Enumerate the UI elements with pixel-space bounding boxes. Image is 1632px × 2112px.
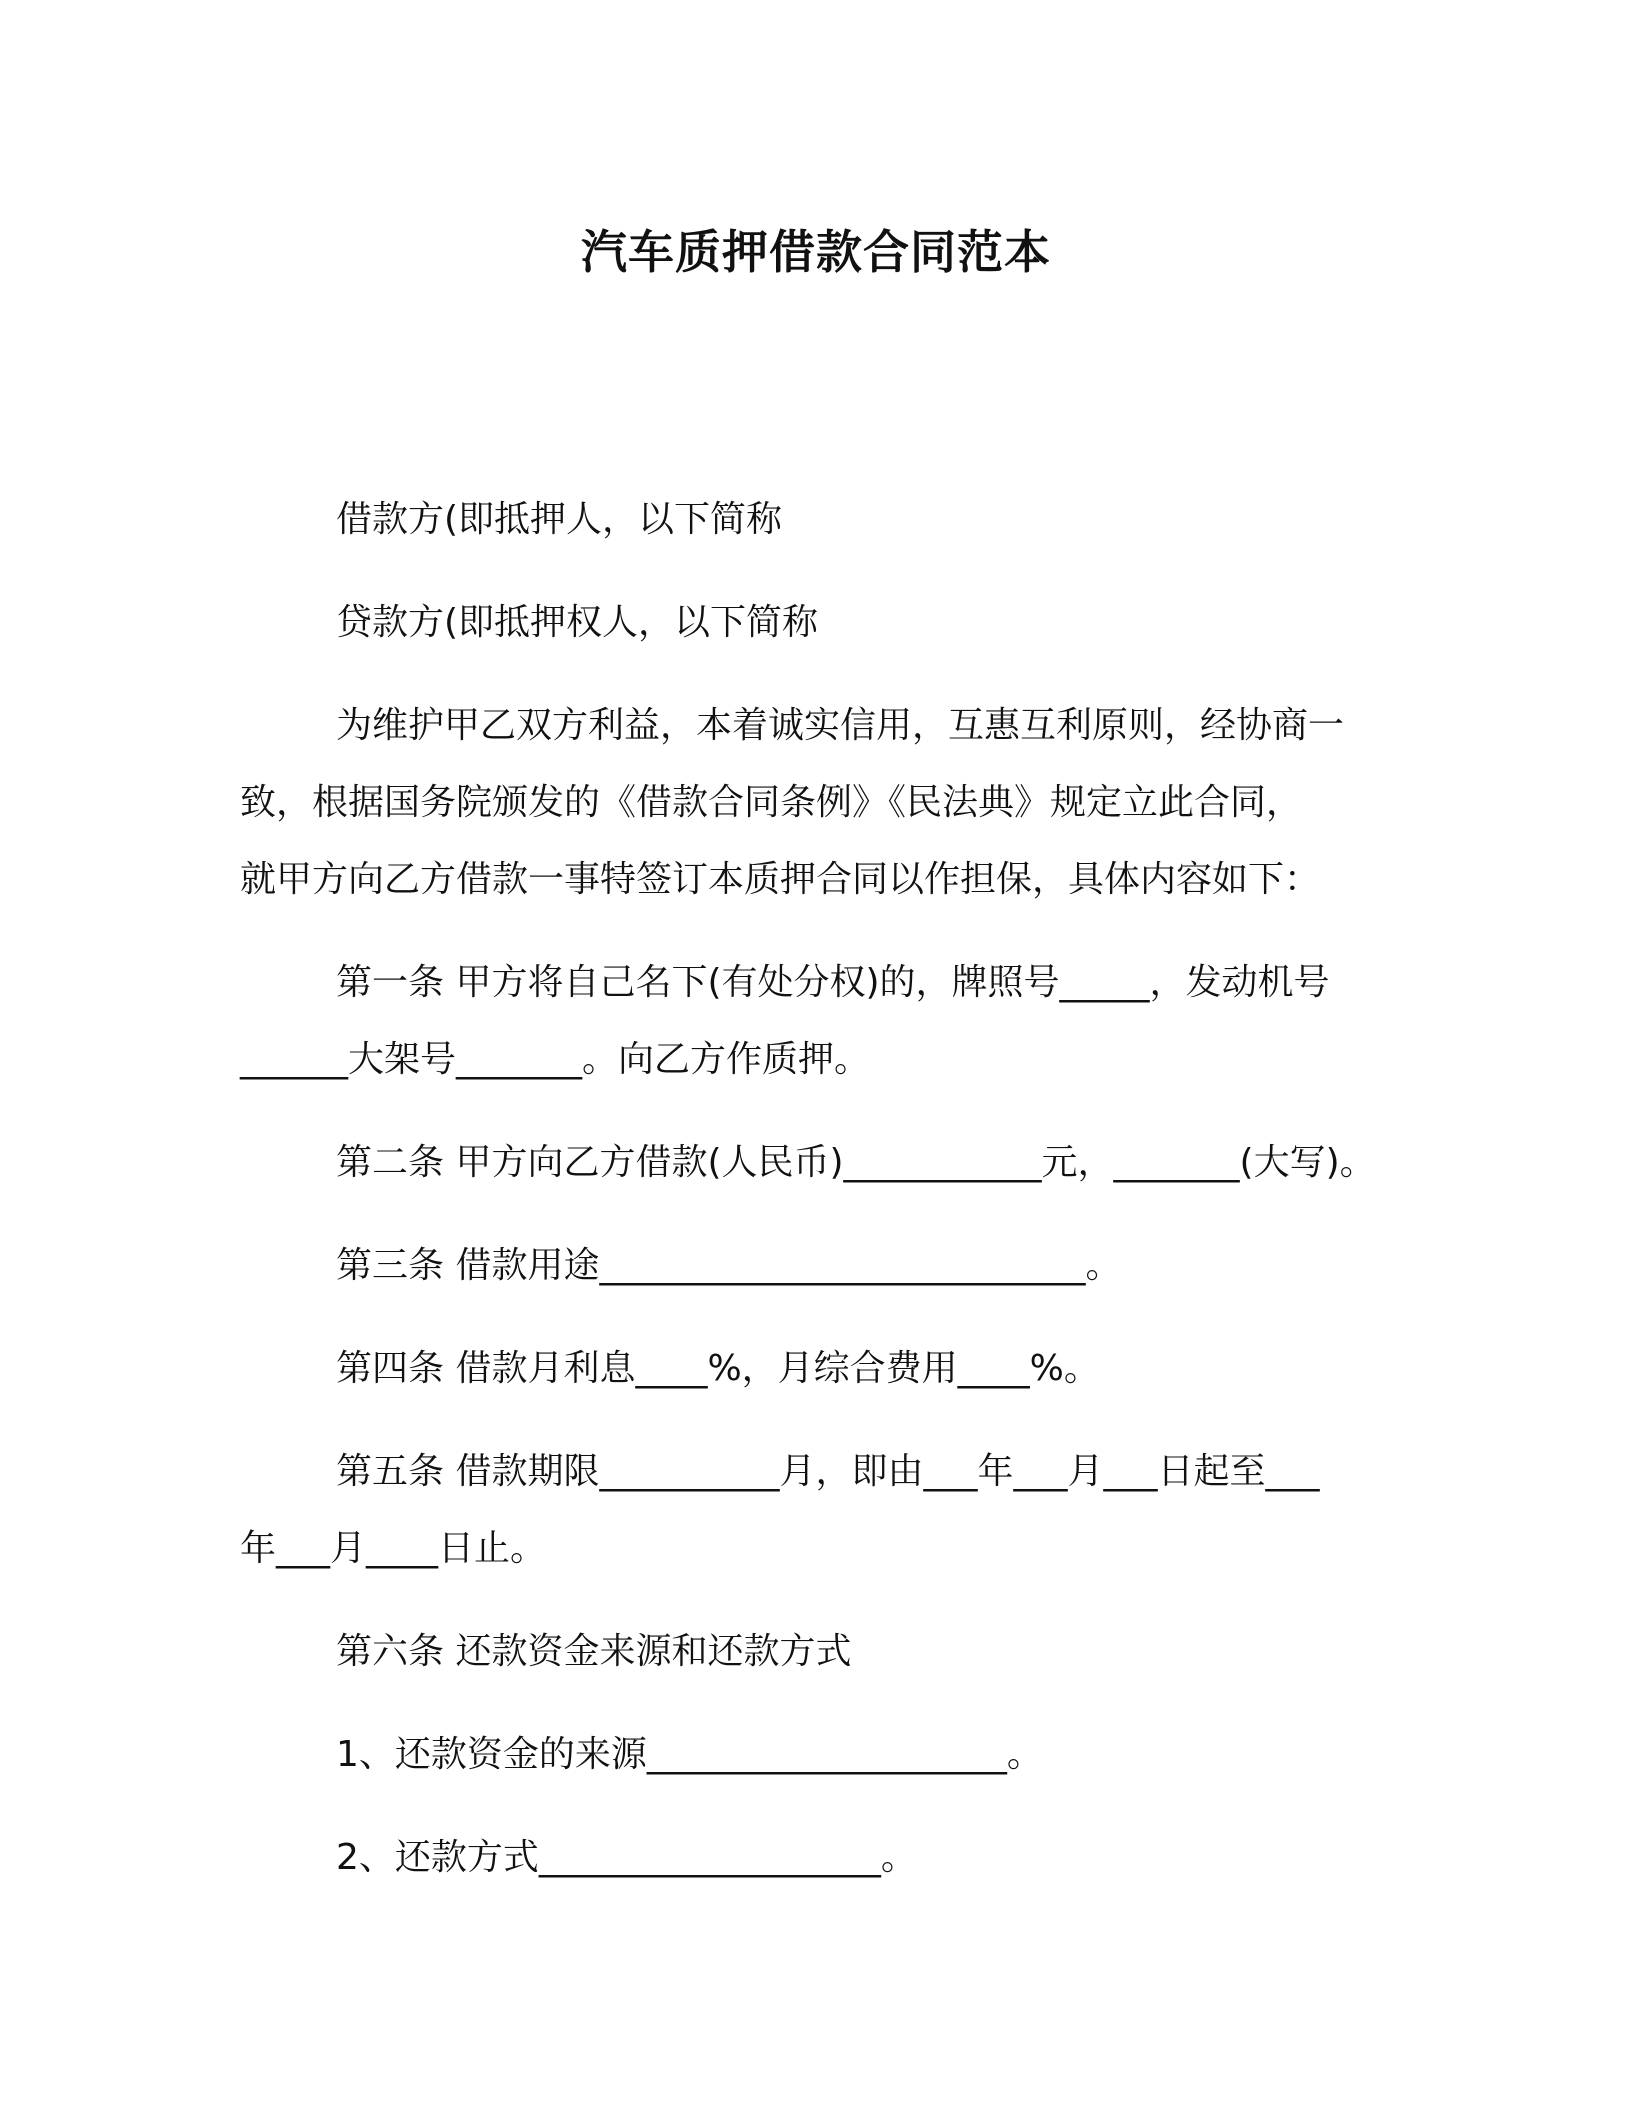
article-5-line-1: 第五条 借款期限__________月，即由___年___月___日起至___: [336, 1451, 1320, 1492]
document-title: 汽车质押借款合同范本: [581, 225, 1051, 279]
article-2: 第二条 甲方向乙方借款(人民币)___________元，_______(大写)。: [336, 1142, 1376, 1183]
article-4: 第四条 借款月利息____%，月综合费用____%。: [336, 1348, 1100, 1389]
article-6-item-2: 2、还款方式___________________。: [336, 1837, 917, 1878]
article-1-line-1: 第一条 甲方将自己名下(有处分权)的，牌照号_____，发动机号: [336, 962, 1330, 1003]
preamble-line-1: 为维护甲乙双方利益，本着诚实信用，互惠互利原则，经协商一: [336, 705, 1345, 746]
article-6-heading: 第六条 还款资金来源和还款方式: [336, 1631, 852, 1672]
article-6-item-1: 1、还款资金的来源____________________。: [336, 1734, 1043, 1775]
borrower-line: 借款方(即抵押人，以下简称: [336, 499, 783, 540]
preamble-line-3: 就甲方向乙方借款一事特签订本质押合同以作担保，具体内容如下：: [240, 859, 1321, 900]
article-3: 第三条 借款用途___________________________。: [336, 1245, 1122, 1286]
preamble-line-2: 致，根据国务院颁发的《借款合同条例》《民法典》规定立此合同，: [240, 782, 1303, 823]
article-5-line-2: 年___月____日止。: [240, 1528, 547, 1569]
lender-line: 贷款方(即抵押权人，以下简称: [336, 602, 819, 643]
article-1-line-2: ______大架号_______。向乙方作质押。: [240, 1039, 871, 1080]
